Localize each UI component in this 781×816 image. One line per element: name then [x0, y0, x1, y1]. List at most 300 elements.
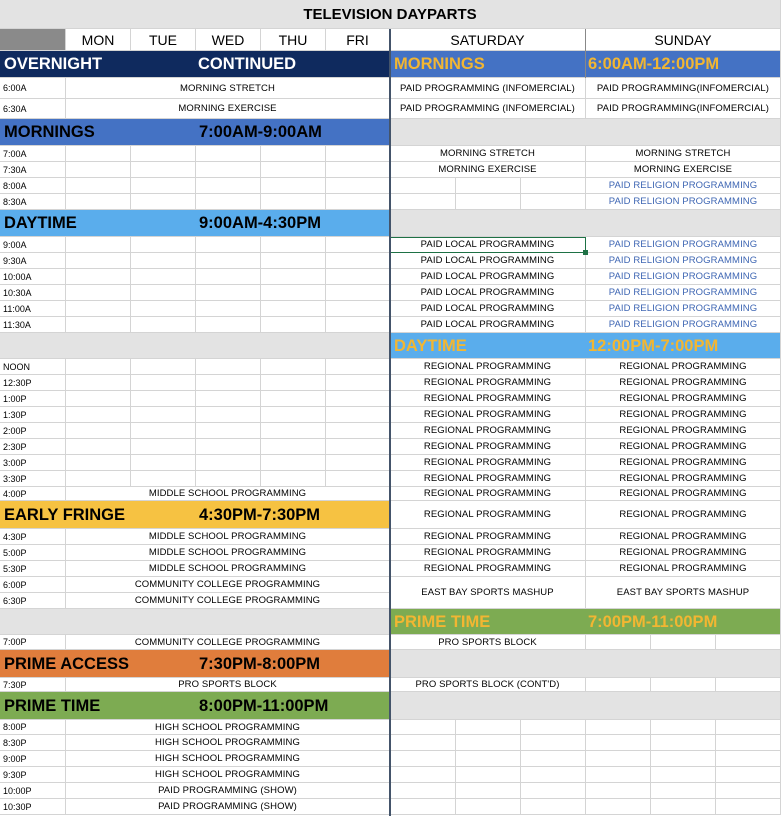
section-mornings[interactable] — [0, 119, 390, 146]
time-cell[interactable] — [0, 99, 66, 119]
empty-cell[interactable] — [326, 455, 390, 471]
empty-cell[interactable] — [716, 783, 781, 799]
spacer-row[interactable] — [390, 692, 781, 720]
empty-cell[interactable] — [521, 783, 586, 799]
time-cell-text: NOON — [3, 361, 30, 372]
sunday-program-cell[interactable] — [586, 529, 781, 545]
weekday-program-cell[interactable] — [66, 799, 390, 815]
empty-cell[interactable] — [261, 317, 326, 333]
sunday-program-cell[interactable] — [586, 407, 781, 423]
empty-cell[interactable] — [326, 285, 390, 301]
weekday-program-cell[interactable] — [66, 577, 390, 593]
empty-cell[interactable] — [66, 237, 131, 253]
empty-cell[interactable] — [66, 407, 131, 423]
sunday-program-cell[interactable] — [586, 391, 781, 407]
empty-cell[interactable] — [261, 423, 326, 439]
empty-cell[interactable] — [521, 194, 586, 210]
section-prime_access-name: PRIME ACCESS — [4, 654, 129, 673]
empty-cell[interactable] — [521, 720, 586, 735]
saturday-program-cell-text: PAID LOCAL PROGRAMMING — [420, 271, 555, 282]
empty-cell[interactable] — [131, 301, 196, 317]
spacer-row[interactable] — [390, 210, 781, 237]
empty-cell[interactable] — [66, 471, 131, 487]
weekday-program-cell[interactable] — [66, 487, 390, 501]
empty-cell[interactable] — [651, 635, 716, 650]
empty-cell[interactable] — [261, 301, 326, 317]
empty-cell[interactable] — [196, 391, 261, 407]
empty-cell[interactable] — [651, 767, 716, 783]
saturday-program-cell[interactable] — [390, 237, 586, 253]
saturday-program-cell[interactable] — [390, 487, 586, 501]
empty-cell[interactable] — [66, 269, 131, 285]
sunday-program-cell[interactable] — [586, 471, 781, 487]
saturday-program-cell-text: REGIONAL PROGRAMMING — [423, 509, 552, 520]
empty-cell[interactable] — [66, 301, 131, 317]
time-cell[interactable] — [0, 783, 66, 799]
section-we_mornings-range: 6:00AM-12:00PM — [588, 55, 720, 73]
spacer-row[interactable] — [390, 119, 781, 146]
weekday-program-cell-text: MIDDLE SCHOOL PROGRAMMING — [148, 531, 307, 542]
empty-cell[interactable] — [586, 678, 651, 692]
empty-cell[interactable] — [326, 194, 390, 210]
empty-cell[interactable] — [456, 751, 521, 767]
empty-cell[interactable] — [456, 735, 521, 751]
sunday-program-cell-text: REGIONAL PROGRAMMING — [619, 441, 747, 452]
saturday-program-cell-text: PAID LOCAL PROGRAMMING — [420, 319, 555, 330]
sunday-program-cell[interactable] — [586, 178, 781, 194]
empty-cell[interactable] — [326, 146, 390, 162]
empty-cell[interactable] — [261, 285, 326, 301]
empty-cell[interactable] — [326, 439, 390, 455]
sunday-program-cell-text: REGIONAL PROGRAMMING — [619, 457, 747, 468]
empty-cell[interactable] — [456, 783, 521, 799]
empty-cell[interactable] — [196, 375, 261, 391]
empty-cell[interactable] — [196, 194, 261, 210]
empty-cell[interactable] — [131, 178, 196, 194]
saturday-program-cell[interactable] — [390, 678, 586, 692]
empty-cell[interactable] — [326, 407, 390, 423]
empty-cell[interactable] — [196, 253, 261, 269]
time-cell[interactable] — [0, 799, 66, 815]
empty-cell[interactable] — [66, 317, 131, 333]
empty-cell[interactable] — [131, 471, 196, 487]
empty-cell[interactable] — [521, 735, 586, 751]
saturday-program-cell[interactable] — [390, 561, 586, 577]
empty-cell[interactable] — [66, 194, 131, 210]
sunday-program-cell[interactable] — [586, 99, 781, 119]
empty-cell[interactable] — [131, 253, 196, 269]
empty-cell[interactable] — [196, 237, 261, 253]
time-cell[interactable] — [0, 545, 66, 561]
weekday-program-cell-text: MIDDLE SCHOOL PROGRAMMING — [148, 563, 307, 574]
time-cell[interactable] — [0, 301, 66, 317]
empty-cell[interactable] — [261, 455, 326, 471]
empty-cell[interactable] — [131, 269, 196, 285]
empty-cell[interactable] — [131, 375, 196, 391]
spacer-row[interactable] — [390, 650, 781, 678]
time-cell[interactable] — [0, 678, 66, 692]
time-cell[interactable] — [0, 735, 66, 751]
empty-cell[interactable] — [390, 751, 456, 767]
empty-cell[interactable] — [261, 162, 326, 178]
empty-cell[interactable] — [131, 194, 196, 210]
weekday-program-cell[interactable] — [66, 78, 390, 99]
saturday-program-cell[interactable] — [390, 359, 586, 375]
empty-cell[interactable] — [131, 237, 196, 253]
day-header-mon-text: MON — [81, 31, 115, 48]
empty-cell[interactable] — [131, 391, 196, 407]
empty-cell[interactable] — [390, 799, 456, 815]
saturday-program-cell[interactable] — [390, 375, 586, 391]
empty-cell[interactable] — [326, 253, 390, 269]
saturday-program-cell[interactable] — [390, 545, 586, 561]
empty-cell[interactable] — [326, 423, 390, 439]
time-cell[interactable] — [0, 162, 66, 178]
sunday-program-cell[interactable] — [586, 561, 781, 577]
empty-cell[interactable] — [326, 178, 390, 194]
empty-cell[interactable] — [131, 455, 196, 471]
empty-cell[interactable] — [196, 178, 261, 194]
time-cell-text: 9:30P — [3, 769, 27, 780]
sunday-program-cell-text: PAID PROGRAMMING(INFOMERCIAL) — [596, 103, 770, 114]
day-header-wed[interactable] — [196, 29, 261, 51]
empty-cell[interactable] — [521, 767, 586, 783]
empty-cell[interactable] — [196, 471, 261, 487]
weekday-program-cell[interactable] — [66, 561, 390, 577]
saturday-program-cell[interactable] — [390, 269, 586, 285]
day-header-saturday-text: SATURDAY — [450, 31, 525, 48]
sunday-program-cell[interactable] — [586, 301, 781, 317]
empty-cell[interactable] — [456, 799, 521, 815]
sunday-program-cell[interactable] — [586, 455, 781, 471]
empty-cell[interactable] — [261, 407, 326, 423]
saturday-program-cell[interactable] — [390, 391, 586, 407]
empty-cell[interactable] — [66, 375, 131, 391]
time-cell[interactable] — [0, 635, 66, 650]
time-cell[interactable] — [0, 767, 66, 783]
time-cell[interactable] — [0, 407, 66, 423]
time-cell[interactable] — [0, 237, 66, 253]
sunday-program-cell[interactable] — [586, 375, 781, 391]
empty-cell[interactable] — [390, 783, 456, 799]
empty-cell[interactable] — [66, 285, 131, 301]
empty-cell[interactable] — [326, 391, 390, 407]
day-header-saturday[interactable] — [390, 29, 586, 51]
empty-cell[interactable] — [326, 317, 390, 333]
saturday-program-cell[interactable] — [390, 501, 586, 529]
empty-cell[interactable] — [390, 735, 456, 751]
empty-cell[interactable] — [716, 767, 781, 783]
section-prime_time-name: PRIME TIME — [4, 696, 101, 715]
empty-cell[interactable] — [390, 194, 456, 210]
empty-cell[interactable] — [131, 317, 196, 333]
empty-cell[interactable] — [131, 146, 196, 162]
weekday-program-cell[interactable] — [66, 767, 390, 783]
time-cell[interactable] — [0, 593, 66, 609]
time-cell[interactable] — [0, 253, 66, 269]
sunday-program-cell[interactable] — [586, 162, 781, 178]
weekday-program-cell[interactable] — [66, 529, 390, 545]
empty-cell[interactable] — [196, 423, 261, 439]
time-cell[interactable] — [0, 194, 66, 210]
day-header-sunday[interactable] — [586, 29, 781, 51]
empty-cell[interactable] — [456, 767, 521, 783]
empty-cell[interactable] — [326, 301, 390, 317]
weekday-program-cell-text: HIGH SCHOOL PROGRAMMING — [155, 753, 300, 764]
weekday-program-cell[interactable] — [66, 99, 390, 119]
empty-cell[interactable] — [131, 285, 196, 301]
empty-cell[interactable] — [196, 162, 261, 178]
weekday-program-cell[interactable] — [66, 678, 390, 692]
section-prime_access[interactable] — [0, 650, 390, 678]
empty-cell[interactable] — [651, 735, 716, 751]
empty-cell[interactable] — [586, 751, 651, 767]
empty-cell[interactable] — [651, 751, 716, 767]
sunday-program-cell[interactable] — [586, 317, 781, 333]
section-we_prime[interactable] — [390, 609, 781, 635]
weekday-program-cell[interactable] — [66, 593, 390, 609]
sunday-program-cell[interactable] — [586, 577, 781, 609]
section-early_fringe[interactable] — [0, 501, 390, 529]
time-cell[interactable] — [0, 423, 66, 439]
saturday-program-cell[interactable] — [390, 162, 586, 178]
time-cell[interactable] — [0, 439, 66, 455]
saturday-program-cell[interactable] — [390, 407, 586, 423]
sunday-program-cell[interactable] — [586, 439, 781, 455]
sheet-title[interactable] — [0, 0, 781, 29]
saturday-program-cell[interactable] — [390, 285, 586, 301]
saturday-program-cell[interactable] — [390, 439, 586, 455]
empty-cell[interactable] — [326, 162, 390, 178]
section-prime_access-range: 7:30PM-8:00PM — [199, 654, 321, 673]
empty-cell[interactable] — [66, 146, 131, 162]
empty-cell[interactable] — [131, 407, 196, 423]
empty-cell[interactable] — [66, 423, 131, 439]
day-header-sunday-text: SUNDAY — [654, 31, 712, 48]
day-header-thu[interactable] — [261, 29, 326, 51]
sunday-program-cell[interactable] — [586, 194, 781, 210]
saturday-program-cell-text: PAID LOCAL PROGRAMMING — [420, 303, 555, 314]
empty-cell[interactable] — [586, 720, 651, 735]
empty-cell[interactable] — [66, 439, 131, 455]
time-cell[interactable] — [0, 391, 66, 407]
saturday-program-cell[interactable] — [390, 317, 586, 333]
time-cell[interactable] — [0, 720, 66, 735]
empty-cell[interactable] — [131, 423, 196, 439]
empty-cell[interactable] — [521, 799, 586, 815]
empty-cell[interactable] — [390, 767, 456, 783]
empty-cell[interactable] — [261, 253, 326, 269]
sunday-program-cell-text: PAID RELIGION PROGRAMMING — [608, 271, 758, 282]
empty-cell[interactable] — [66, 178, 131, 194]
weekend-divider — [389, 29, 391, 816]
section-we_daytime[interactable] — [390, 333, 781, 359]
saturday-program-cell-text: REGIONAL PROGRAMMING — [423, 361, 552, 372]
sunday-program-cell-text: PAID RELIGION PROGRAMMING — [608, 255, 758, 266]
time-cell[interactable] — [0, 78, 66, 99]
empty-cell[interactable] — [261, 237, 326, 253]
saturday-program-cell-text: REGIONAL PROGRAMMING — [423, 393, 552, 404]
empty-cell[interactable] — [131, 359, 196, 375]
empty-cell[interactable] — [390, 178, 456, 194]
empty-cell[interactable] — [651, 783, 716, 799]
empty-cell[interactable] — [586, 735, 651, 751]
empty-cell[interactable] — [261, 391, 326, 407]
empty-cell[interactable] — [326, 269, 390, 285]
time-cell[interactable] — [0, 317, 66, 333]
saturday-program-cell[interactable] — [390, 253, 586, 269]
saturday-program-cell[interactable] — [390, 423, 586, 439]
time-cell-text: 9:00A — [3, 239, 27, 250]
empty-cell[interactable] — [261, 269, 326, 285]
section-overnight[interactable] — [0, 51, 390, 78]
empty-cell[interactable] — [326, 237, 390, 253]
weekday-program-cell[interactable] — [66, 735, 390, 751]
saturday-program-cell[interactable] — [390, 99, 586, 119]
empty-cell[interactable] — [716, 751, 781, 767]
empty-cell[interactable] — [196, 269, 261, 285]
time-cell[interactable] — [0, 577, 66, 593]
time-cell[interactable] — [0, 471, 66, 487]
empty-cell[interactable] — [326, 375, 390, 391]
empty-cell[interactable] — [196, 317, 261, 333]
section-daytime[interactable] — [0, 210, 390, 237]
section-prime_time[interactable] — [0, 692, 390, 720]
empty-cell[interactable] — [66, 162, 131, 178]
empty-cell[interactable] — [326, 359, 390, 375]
weekday-program-cell[interactable] — [66, 545, 390, 561]
empty-cell[interactable] — [521, 178, 586, 194]
sunday-program-cell[interactable] — [586, 269, 781, 285]
saturday-program-cell[interactable] — [390, 78, 586, 99]
empty-cell[interactable] — [651, 678, 716, 692]
empty-cell[interactable] — [261, 375, 326, 391]
empty-cell[interactable] — [261, 439, 326, 455]
empty-cell[interactable] — [196, 439, 261, 455]
sunday-program-cell[interactable] — [586, 545, 781, 561]
time-cell[interactable] — [0, 529, 66, 545]
day-header-fri-text: FRI — [346, 31, 369, 48]
empty-cell[interactable] — [261, 146, 326, 162]
empty-cell[interactable] — [456, 720, 521, 735]
empty-cell[interactable] — [586, 767, 651, 783]
time-cell-text: 2:30P — [3, 441, 27, 452]
saturday-program-cell[interactable] — [390, 301, 586, 317]
empty-cell[interactable] — [261, 194, 326, 210]
section-we_prime-range: 7:00PM-11:00PM — [588, 612, 718, 631]
time-cell-text: 6:30P — [3, 595, 27, 606]
sunday-program-cell[interactable] — [586, 423, 781, 439]
time-cell[interactable] — [0, 455, 66, 471]
empty-cell[interactable] — [456, 178, 521, 194]
empty-cell[interactable] — [131, 439, 196, 455]
empty-cell[interactable] — [716, 720, 781, 735]
sunday-program-cell-text: EAST BAY SPORTS MASHUP — [616, 587, 750, 598]
saturday-program-cell[interactable] — [390, 471, 586, 487]
sunday-program-cell[interactable] — [586, 146, 781, 162]
empty-cell[interactable] — [521, 751, 586, 767]
day-header-fri[interactable] — [326, 29, 390, 51]
empty-cell[interactable] — [716, 799, 781, 815]
empty-cell[interactable] — [196, 455, 261, 471]
empty-cell[interactable] — [196, 359, 261, 375]
time-cell[interactable] — [0, 178, 66, 194]
empty-cell[interactable] — [326, 471, 390, 487]
time-cell-text: 7:00P — [3, 637, 27, 647]
empty-cell[interactable] — [261, 359, 326, 375]
saturday-program-cell[interactable] — [390, 635, 586, 650]
empty-cell[interactable] — [66, 359, 131, 375]
spacer-row[interactable] — [0, 333, 390, 359]
sunday-program-cell[interactable] — [586, 237, 781, 253]
empty-cell[interactable] — [586, 799, 651, 815]
empty-cell[interactable] — [716, 635, 781, 650]
time-cell[interactable] — [0, 269, 66, 285]
time-cell[interactable] — [0, 375, 66, 391]
spacer-row[interactable] — [0, 609, 390, 635]
weekday-program-cell[interactable] — [66, 635, 390, 650]
sunday-program-cell[interactable] — [586, 78, 781, 99]
empty-cell[interactable] — [196, 301, 261, 317]
empty-cell[interactable] — [651, 720, 716, 735]
weekday-program-cell[interactable] — [66, 751, 390, 767]
empty-cell[interactable] — [390, 720, 456, 735]
time-cell[interactable] — [0, 146, 66, 162]
sunday-program-cell[interactable] — [586, 487, 781, 501]
time-cell[interactable] — [0, 751, 66, 767]
day-header-mon[interactable] — [66, 29, 131, 51]
weekday-program-cell[interactable] — [66, 720, 390, 735]
weekday-program-cell[interactable] — [66, 783, 390, 799]
day-header-tue-text: TUE — [149, 31, 177, 48]
empty-cell[interactable] — [456, 194, 521, 210]
time-cell-text: 12:30P — [3, 377, 32, 388]
empty-cell[interactable] — [716, 735, 781, 751]
sunday-program-cell[interactable] — [586, 501, 781, 529]
empty-cell[interactable] — [196, 407, 261, 423]
empty-cell[interactable] — [716, 678, 781, 692]
saturday-program-cell[interactable] — [390, 146, 586, 162]
empty-cell[interactable] — [586, 635, 651, 650]
time-cell[interactable] — [0, 285, 66, 301]
sunday-program-cell[interactable] — [586, 285, 781, 301]
saturday-program-cell[interactable] — [390, 455, 586, 471]
day-header-tue[interactable] — [131, 29, 196, 51]
sunday-program-cell[interactable] — [586, 359, 781, 375]
sunday-program-cell[interactable] — [586, 253, 781, 269]
empty-cell[interactable] — [131, 162, 196, 178]
time-cell[interactable] — [0, 561, 66, 577]
empty-cell[interactable] — [196, 146, 261, 162]
saturday-program-cell[interactable] — [390, 529, 586, 545]
empty-cell[interactable] — [66, 455, 131, 471]
empty-cell[interactable] — [196, 285, 261, 301]
corner-cell[interactable] — [0, 29, 66, 51]
sunday-program-cell-text: REGIONAL PROGRAMMING — [619, 473, 747, 484]
time-cell-text: 6:30A — [3, 103, 27, 114]
empty-cell[interactable] — [651, 799, 716, 815]
empty-cell[interactable] — [586, 783, 651, 799]
selection-handle[interactable] — [583, 250, 588, 255]
empty-cell[interactable] — [261, 471, 326, 487]
empty-cell[interactable] — [66, 391, 131, 407]
time-cell[interactable] — [0, 487, 66, 501]
empty-cell[interactable] — [261, 178, 326, 194]
time-cell[interactable] — [0, 359, 66, 375]
weekday-program-cell-text: COMMUNITY COLLEGE PROGRAMMING — [134, 636, 321, 648]
saturday-program-cell[interactable] — [390, 577, 586, 609]
empty-cell[interactable] — [66, 253, 131, 269]
